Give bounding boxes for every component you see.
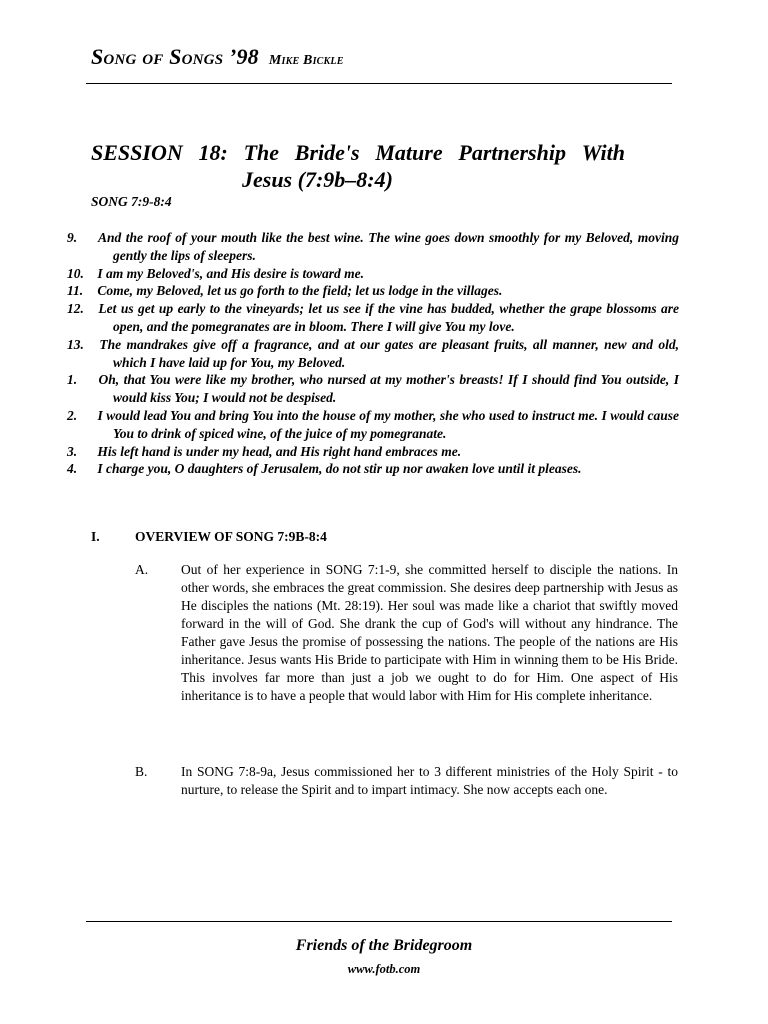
verse-text: Come, my Beloved, let us go forth to the field; let us lodge in the villages. — [97, 283, 503, 299]
verse-text: His left hand is under my head, and His right hand embraces me. — [97, 443, 462, 459]
heading-word: The — [243, 140, 280, 165]
verse-text: I would lead You and bring You into the house of my mother, she who used to instruct me. I would cause You to drink of spiced wine, of the juice of my pomegranate. — [97, 407, 680, 441]
verse-item: 12. Let us get up early to the vineyards; let us see if the vine has budded, whether the grape blossoms are open, and the pomegranates are in bloom. There I will give You my love. — [67, 301, 679, 334]
verse-text: And the roof of your mouth like the best wine. The wine goes down smoothly for my Beloved, moving gently the lips of sleepers. — [98, 230, 680, 263]
verse-list — [67, 229, 680, 478]
verse-item: 9. And the roof of your mouth like the best wine. The wine goes down smoothly for my Beloved, moving gently the lips of sleepers. — [67, 230, 680, 263]
verse-item: 2. I would lead You and bring You into the house of my mother, she who used to instruct me. I would cause You to drink of spiced wine, of the juice of my pomegranate. — [67, 407, 680, 441]
section-number: I. — [91, 529, 100, 544]
paragraph-text: In SONG 7:8-9a, Jesus commissioned her to 3 different ministries of the Holy Spirit - to nurture, to release the Spirit and to impart intimacy. She now accepts each one. — [181, 764, 678, 797]
header-author: Mike Bickle — [268, 53, 344, 68]
verse-item: 3. His left hand is under my head, and His right hand embraces me. — [67, 443, 462, 459]
verse-item: 11. Come, my Beloved, let us go forth to the field; let us lodge in the villages. — [67, 283, 503, 299]
verse-text: Let us get up early to the vineyards; let us see if the vine has budded, whether the grape blossoms are open, and the pomegranates are in bloom. There I will give You my love. — [98, 301, 679, 334]
running-header — [91, 44, 344, 70]
paragraph-text: Out of her experience in SONG 7:1-9, she committed herself to disciple the nations. In other words, she embraces the great commission. She desires deep partnership with Jesus as He disciples the nations (Mt. 28:19). Her soul was made like a chariot that swiftly moved forward in the will of God. She drank the cup of God's will without any hindrance. The Father gave Jesus the promise of possessing the nations. The people of the nations are His inheritance. Jesus wants His Bride to participate with Him in winning them to be His Bride. This involves far more than just a job we ought to do for Him. One aspect of His inheritance is to have a people that would labor with Him for His complete inheritance. — [181, 562, 678, 703]
footer-url: www.fotb.com — [347, 962, 421, 976]
footer-title: Friends of the Bridegroom — [295, 937, 473, 954]
verse-item: 1. Oh, that You were like my brother, who nursed at my mother's breasts! If I should find You outside, I would kiss You; I would not be despised. — [67, 372, 679, 406]
heading-word: Bride's — [294, 140, 360, 165]
session-heading-line1 — [91, 139, 625, 166]
footer-rule — [86, 921, 672, 922]
paragraph-letter: A. — [135, 562, 149, 577]
header-rule — [86, 83, 672, 84]
heading-word: Mature — [375, 140, 443, 165]
section-title: OVERVIEW OF SONG 7:9B-8:4 — [135, 529, 327, 544]
session-heading — [91, 139, 631, 193]
heading-word: 18: — [198, 140, 228, 165]
verse-item: 4. I charge you, O daughters of Jerusalem, do not stir up nor awaken love until it pleases. — [67, 461, 582, 477]
paragraph-letter: B. — [135, 764, 148, 779]
verse-text: The mandrakes give off a fragrance, and at our gates are pleasant fruits, all manner, new and old, which I have laid up for You, my Beloved. — [99, 336, 680, 370]
verse-text: Oh, that You were like my brother, who nursed at my mother's breasts! If I should find You outside, I would kiss You; I would not be despised. — [98, 372, 679, 406]
verse-item: 10. I am my Beloved's, and His desire is toward me. — [67, 265, 364, 281]
heading-word: SESSION — [91, 140, 183, 165]
heading-word: Partnership — [458, 140, 566, 165]
heading-word: With — [581, 140, 625, 165]
verse-item: 13. The mandrakes give off a fragrance, and at our gates are pleasant fruits, all manner, new and old, which I have laid up for You, my Beloved. — [67, 336, 680, 370]
verse-text: I charge you, O daughters of Jerusalem, do not stir up nor awaken love until it pleases. — [97, 461, 582, 477]
header-title: Song of Songs ’98 — [91, 44, 259, 69]
scripture-reference: SONG 7:9-8:4 — [91, 194, 172, 209]
session-heading-line2: Jesus (7:9b–8:4) — [242, 167, 393, 192]
verse-text: I am my Beloved's, and His desire is toward me. — [97, 265, 364, 281]
